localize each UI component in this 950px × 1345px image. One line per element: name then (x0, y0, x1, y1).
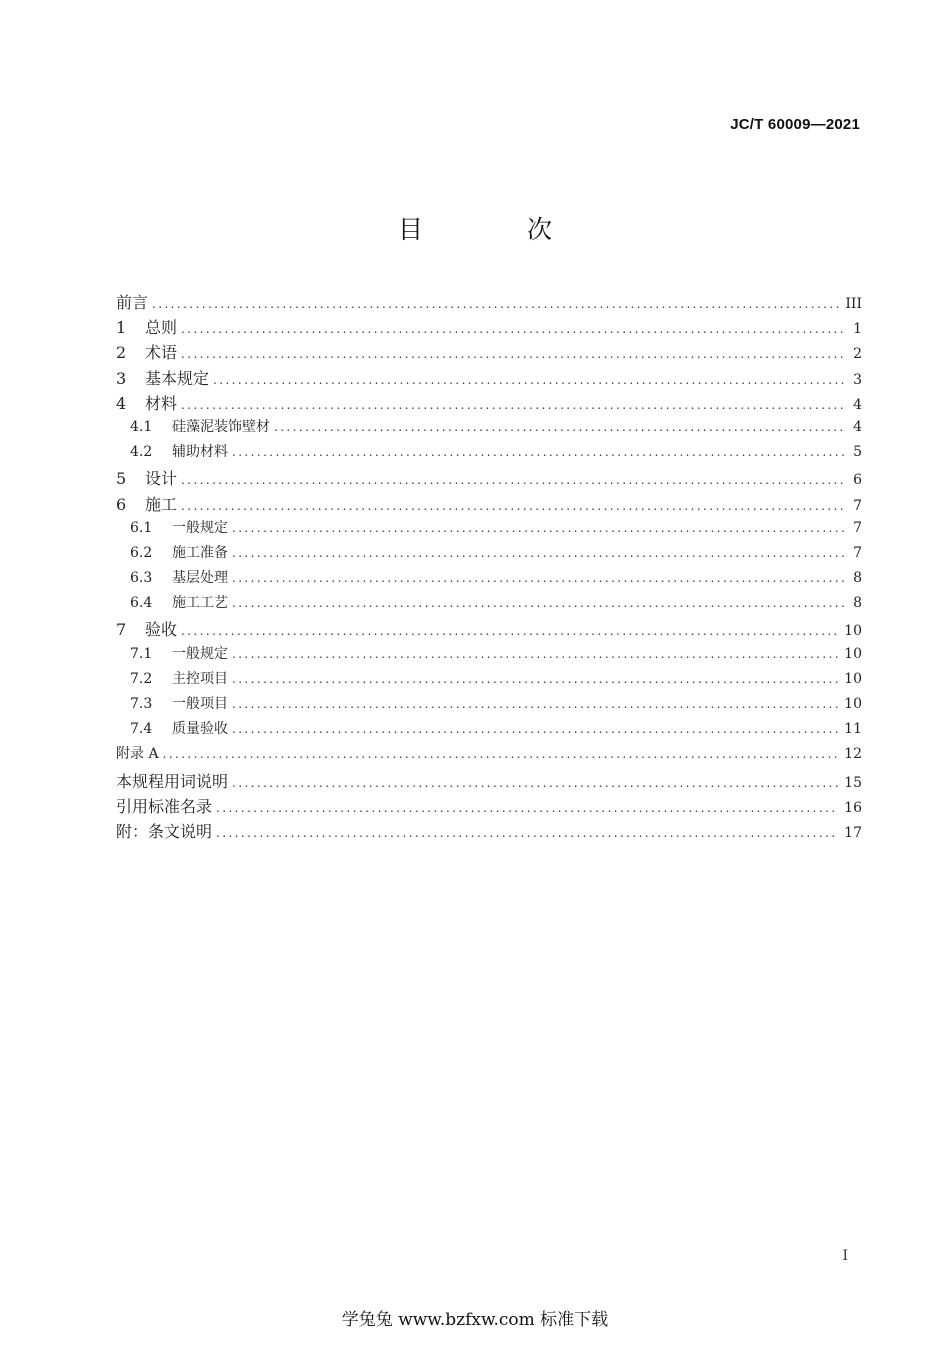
toc-entry-page: 2 (853, 346, 862, 363)
toc-entry-title: 总则 (145, 318, 178, 338)
toc-entry-label (130, 718, 228, 738)
toc-leader-dots (213, 373, 846, 387)
toc-entry-label (130, 416, 270, 436)
toc-entry-title: 附录 A (116, 746, 159, 763)
toc-leader-dots (181, 322, 846, 336)
toc-entry-label (130, 643, 228, 663)
toc-entry-number: 6.1 (130, 519, 153, 536)
toc-entry-page: 10 (844, 623, 862, 640)
toc-entry-number: 4.1 (130, 418, 153, 435)
toc-entry-title: 硅藻泥装饰壁材 (172, 418, 270, 435)
toc-entry-label (130, 693, 228, 713)
page-number: I (842, 1248, 848, 1264)
toc-leader-dots (232, 521, 846, 535)
toc-entry-label (116, 466, 177, 489)
toc-entry-page: 10 (844, 696, 862, 712)
toc-entry-title: 验收 (145, 620, 178, 640)
toc-entry-label (130, 517, 228, 537)
toc-entry-title: 基层处理 (172, 570, 228, 587)
toc-entry[interactable] (116, 592, 862, 617)
toc-entry-label (130, 542, 228, 562)
toc-entry-page: III (845, 296, 862, 312)
toc-entry-number: 7.1 (130, 645, 153, 662)
standard-code: JC/T 60009—2021 (730, 116, 860, 133)
toc-entry-page: 11 (844, 721, 862, 738)
toc-entry-label (116, 794, 212, 817)
toc-leader-dots (181, 347, 846, 361)
toc-entry-label (116, 769, 228, 792)
toc-entry-label (116, 391, 177, 414)
toc-entry[interactable] (116, 617, 862, 642)
toc-entry-number: 3 (116, 368, 127, 388)
toc-entry-number: 2 (116, 343, 127, 363)
toc-leader-dots (181, 499, 846, 513)
toc-entry[interactable] (116, 517, 862, 542)
footer-watermark: 学兔兔 www.bzfxw.com 标准下载 (341, 1310, 609, 1330)
toc-entry-page: 10 (844, 670, 862, 687)
toc-entry-title: 一般项目 (172, 696, 228, 712)
toc-entry-title: 材料 (145, 393, 178, 413)
toc-leader-dots (232, 672, 838, 686)
toc-leader-dots (232, 546, 846, 560)
toc-leader-dots (152, 297, 839, 311)
toc-entry[interactable] (116, 492, 862, 517)
toc-entry-page: 16 (844, 799, 862, 816)
toc-entry[interactable] (116, 315, 862, 340)
toc-entry-label (116, 819, 212, 842)
toc-entry-page: 8 (853, 595, 862, 612)
toc-entry-title: 本规程用词说明 (116, 771, 229, 791)
toc-entry-page: 12 (844, 746, 862, 763)
toc-entry-page: 6 (853, 472, 862, 489)
toc-leader-dots (216, 801, 838, 815)
page-title: 目 次 (398, 215, 600, 244)
toc-entry[interactable] (116, 290, 862, 315)
toc-entry[interactable] (116, 794, 862, 819)
toc-entry-title: 主控项目 (172, 670, 228, 687)
toc-entry-label (130, 567, 228, 587)
toc-leader-dots (274, 420, 846, 434)
toc-leader-dots (232, 776, 838, 790)
toc-entry-title: 一般规定 (172, 519, 228, 536)
toc-leader-dots (232, 647, 838, 661)
toc-entry-number: 4.2 (130, 444, 153, 461)
toc-entry[interactable] (116, 416, 862, 441)
toc-entry-title: 施工准备 (172, 544, 228, 561)
toc-entry-label (116, 315, 177, 338)
toc-entry-number: 7 (116, 620, 127, 640)
toc-entry-title: 设计 (145, 469, 178, 489)
toc-entry-label (116, 340, 177, 363)
toc-entry-number: 7.4 (130, 721, 153, 738)
toc-entry-page: 3 (853, 371, 862, 388)
toc-entry[interactable] (116, 542, 862, 567)
toc-entry[interactable] (116, 693, 862, 718)
toc-leader-dots (181, 624, 838, 638)
toc-leader-dots (232, 697, 838, 711)
toc-entry-title: 一般规定 (172, 645, 228, 662)
toc-entry-page: 4 (853, 396, 862, 413)
toc-entry-title: 施工 (145, 494, 178, 514)
toc-entry-label (116, 492, 177, 515)
toc-entry[interactable] (116, 769, 862, 794)
toc-entry-title: 质量验收 (172, 721, 228, 738)
toc-entry[interactable] (116, 441, 862, 466)
toc-entry[interactable] (116, 819, 862, 844)
table-of-contents (116, 290, 862, 844)
toc-entry[interactable] (116, 466, 862, 491)
toc-entry-page: 7 (853, 497, 862, 514)
toc-entry[interactable] (116, 391, 862, 416)
toc-leader-dots (181, 473, 846, 487)
toc-leader-dots (232, 445, 846, 459)
toc-entry-label (116, 743, 159, 763)
toc-entry-title: 辅助材料 (172, 444, 228, 461)
toc-entry-title: 引用标准名录 (116, 796, 213, 816)
toc-entry-page: 7 (853, 544, 862, 561)
toc-entry[interactable] (116, 366, 862, 391)
toc-leader-dots (232, 722, 838, 736)
toc-entry[interactable] (116, 668, 862, 693)
toc-entry-label (130, 592, 228, 612)
toc-entry-title: 附：条文说明 (116, 821, 213, 841)
toc-entry-page: 15 (844, 774, 862, 791)
toc-entry-page: 10 (844, 645, 862, 662)
toc-entry-page: 7 (853, 519, 862, 536)
toc-entry-label (116, 366, 209, 389)
toc-entry[interactable] (116, 340, 862, 365)
toc-entry[interactable] (116, 743, 862, 768)
toc-entry-title: 前言 (116, 293, 149, 312)
toc-leader-dots (232, 571, 846, 585)
toc-entry-number: 7.2 (130, 670, 153, 687)
toc-entry-number: 6 (116, 494, 127, 514)
toc-entry-label (116, 290, 148, 313)
toc-entry-number: 6.4 (130, 595, 153, 612)
toc-entry-page: 4 (853, 418, 862, 435)
toc-leader-dots (181, 398, 846, 412)
toc-entry-label (116, 617, 177, 640)
toc-entry-title: 基本规定 (145, 368, 210, 388)
toc-leader-dots (163, 747, 839, 761)
toc-entry-label (130, 441, 228, 461)
toc-entry-page: 1 (853, 321, 862, 338)
toc-entry-page: 8 (853, 570, 862, 587)
toc-entry-number: 6.2 (130, 544, 153, 561)
toc-entry-title: 术语 (145, 343, 178, 363)
toc-entry-title: 施工工艺 (172, 595, 228, 612)
toc-entry[interactable] (116, 643, 862, 668)
toc-leader-dots (216, 826, 838, 840)
toc-entry-label (130, 668, 228, 688)
toc-entry-page: 5 (853, 444, 862, 461)
toc-entry-number: 7.3 (130, 696, 153, 712)
toc-entry-number: 1 (116, 318, 127, 338)
toc-leader-dots (232, 596, 846, 610)
toc-entry-page: 17 (844, 824, 862, 841)
toc-entry-number: 6.3 (130, 570, 153, 587)
toc-entry-number: 5 (116, 469, 127, 489)
toc-entry[interactable] (116, 567, 862, 592)
toc-entry-number: 4 (116, 393, 127, 413)
toc-entry[interactable] (116, 718, 862, 743)
